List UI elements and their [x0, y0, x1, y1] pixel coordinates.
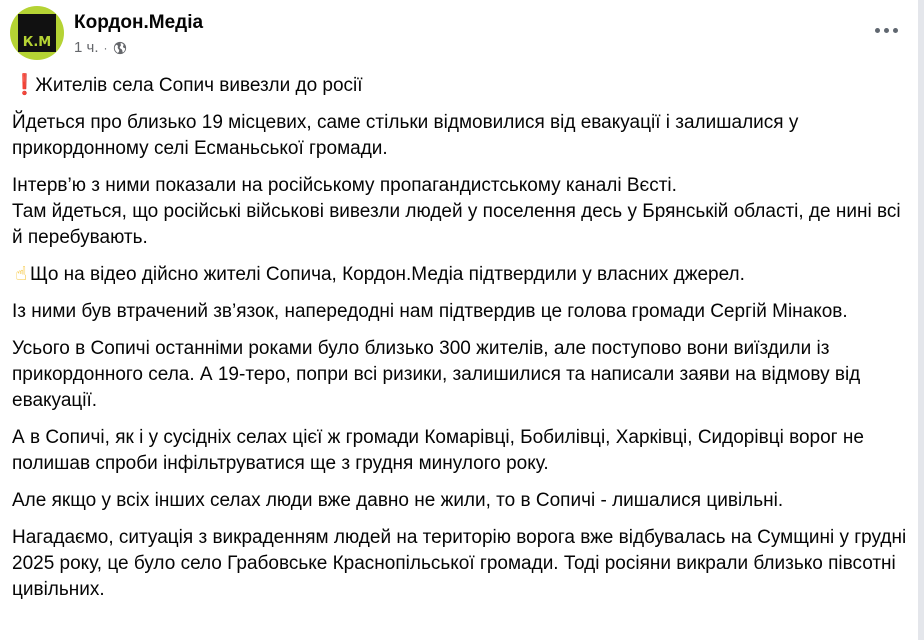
paragraph-7: Але якщо у всіх інших селах люди вже давно не жили, то в Сопичі - лишалися цивільні. — [12, 490, 784, 511]
more-options-button[interactable] — [868, 18, 904, 42]
meta-separator: · — [103, 40, 108, 55]
page-name-link[interactable]: Кордон.Медіа — [74, 12, 204, 33]
paragraph-2-line-2: Там йдеться, що російські військові вивезли людей у поселення десь у Брянській області, де нині всі й перебувають. — [12, 201, 901, 248]
exclamation-icon: ❗ — [12, 74, 37, 96]
more-dot — [884, 28, 889, 33]
pointing-up-icon: ☝ — [15, 264, 27, 285]
post-body — [12, 72, 907, 614]
page-edge — [918, 0, 924, 640]
more-horizontal-icon — [875, 28, 880, 33]
paragraph-4: Із ними був втрачений зв’язок, напередодні нам підтвердив це голова громади Сергій Мінаков. — [12, 301, 848, 322]
paragraph-3 — [12, 262, 907, 288]
paragraph-1: Йдеться про близько 19 місцевих, саме стільки відмовилися від евакуації і залишалися у прикордонному селі Есманьської громади. — [12, 112, 799, 159]
paragraph-3-text: Що на відео дійсно жителі Сопича, Кордон.Медіа підтвердили у власних джерел. — [30, 264, 745, 285]
post-meta — [74, 39, 127, 56]
post-header — [8, 6, 908, 64]
paragraph-5: Усього в Сопичі останніми роками було близько 300 жителів, але поступово вони виїздили із прикордонного села. А 19-теро, попри всі ризики, залишилися та написали заяви на відмову від евакуації. — [12, 338, 861, 411]
post-timestamp[interactable]: 1 ч. — [74, 39, 99, 56]
avatar[interactable] — [10, 6, 64, 60]
paragraph-6: А в Сопичі, як і у сусідніх селах цієї ж громади Комарівці, Бобилівці, Харківці, Сидорівці ворог не полишав спроби інфільтруватися ще з грудня минулого року. — [12, 427, 864, 474]
paragraph-2-line-1: Інтерв’ю з ними показали на російському пропагандистському каналі Вєсті. — [12, 175, 677, 196]
more-dot — [893, 28, 898, 33]
paragraph-8: Нагадаємо, ситуація з викраденням людей на територію ворога вже відбувалась на Сумщині у грудні 2025 року, це було село Грабовське Краснопільської громади. Тоді росіяни викрали близько півсотні цивільних. — [12, 527, 907, 600]
post-title — [12, 72, 907, 99]
paragraph-2 — [12, 173, 907, 251]
post-title-text: Жителів села Сопич вивезли до росії — [35, 75, 363, 96]
avatar-text: К.М — [22, 35, 52, 50]
globe-icon[interactable] — [113, 41, 127, 55]
avatar-logo — [18, 14, 56, 52]
